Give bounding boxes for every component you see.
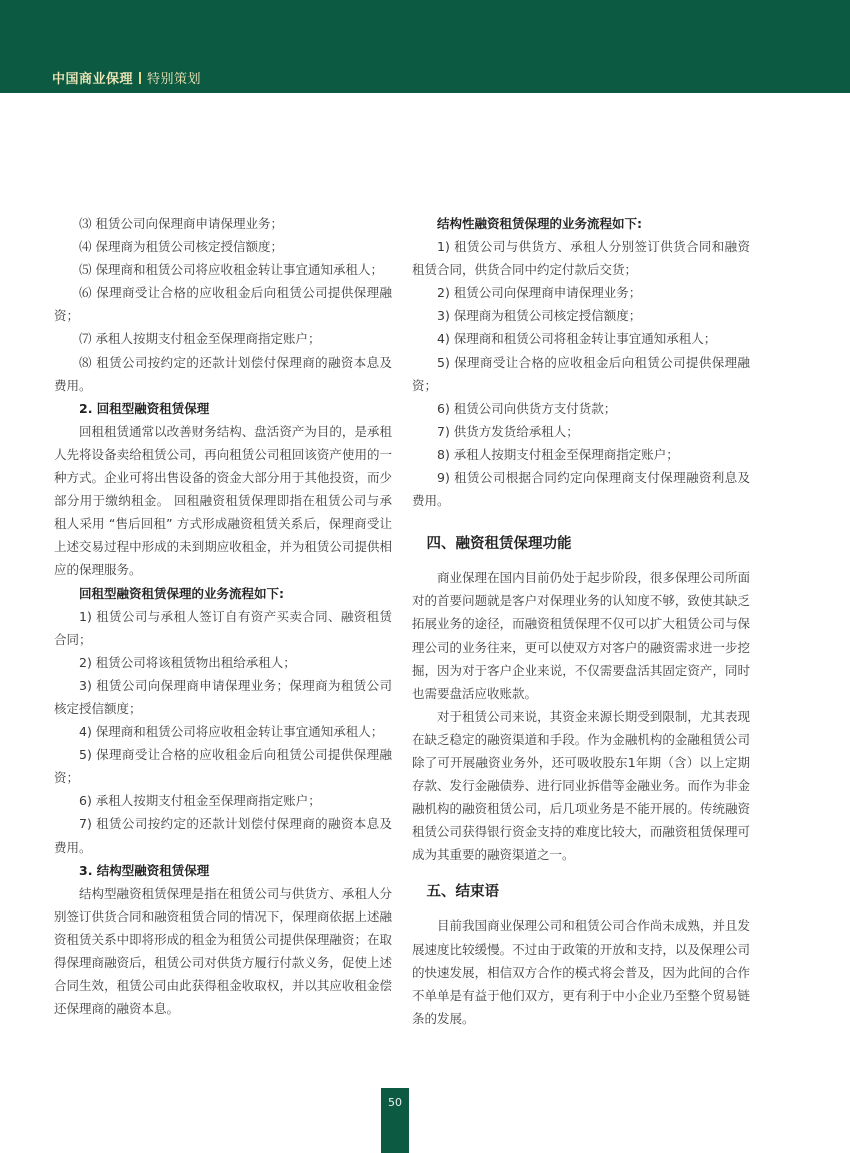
flow-title-leaseback: 回租型融资租赁保理的业务流程如下: [79,585,284,601]
list-item: 6) 租赁公司向供货方支付货款； [437,400,617,416]
list-item: 3) 保理商为租赁公司核定授信额度； [437,308,642,324]
list-item: 9) 租赁公司根据合同约定向保理商支付保理融资利息及费用。 [412,470,750,509]
paragraph-functions-1: 商业保理在国内目前仍处于起步阶段，很多保理公司所面对的首要问题就是客户对保理业务的认知度不够，致使其缺乏拓展业务的途径，而融资租赁保理不仅可以扩大租赁公司与保理公司的业务往来，更可以使双方对客户的融资需求进一步挖掘，因为对于客户企业来说，不仅需要盘活其固定资产，同时也需要盘活应收账款。 [412,570,750,701]
list-item: 1) 租赁公司与承租人签订自有资产买卖合同、融资租赁合同； [54,608,392,647]
left-column [54,212,392,1020]
list-item: ⑷ 保理商为租赁公司核定授信额度； [79,239,283,255]
list-item: ⑸ 保理商和租赁公司将应收租金转让事宜通知承租人； [79,262,383,278]
list-item: 4) 保理商和租赁公司将租金转让事宜通知承租人； [437,331,717,347]
list-item: ⑺ 承租人按期支付租金至保理商指定账户； [79,331,321,347]
list-item: 1) 租赁公司与供货方、承租人分别签订供货合同和融资租赁合同，供货合同中约定付款后交货； [412,239,750,278]
list-item: ⑻ 租赁公司按约定的还款计划偿付保理商的融资本息及费用。 [54,354,392,393]
list-item: 2) 租赁公司向保理商申请保理业务； [437,285,642,301]
header-separator [139,72,141,84]
flow-title-structured: 结构性融资租赁保理的业务流程如下: [437,216,642,231]
page-number: 50 [388,1096,402,1109]
running-header [52,68,201,87]
list-item: 5) 保理商受让合格的应收租金后向租赁公司提供保理融资； [54,747,392,786]
subheading-leaseback-factoring: 2. 回租型融资租赁保理 [79,400,210,416]
section-heading-conclusion: 五、结束语 [426,884,499,901]
list-item: 3) 租赁公司向保理商申请保理业务；保理商为租赁公司核定授信额度； [54,677,392,716]
paragraph-conclusion: 目前我国商业保理公司和租赁公司合作尚未成熟，并且发展速度比较缓慢。不过由于政策的开放和支持，以及保理公司的快速发展，相信双方合作的模式将会普及，因为此间的合作不单单是有益于他们双方，更有利于中小企业乃至整个贸易链条的发展。 [412,918,750,1026]
list-item: 6) 承租人按期支付租金至保理商指定账户； [79,793,321,809]
list-item: ⑹ 保理商受让合格的应收租金后向租赁公司提供保理融资； [54,285,392,324]
paragraph-functions-2: 对于租赁公司来说，其资金来源长期受到限制，尤其表现在缺乏稳定的融资渠道和手段。作为金融机构的金融租赁公司除了可开展融资业务外，还可吸收股东1年期（含）以上定期存款、发行金融债券、进行同业拆借等金融业务。而作为非金融机构的融资租赁公司，后几项业务是不能开展的。传统融资租赁公司获得银行资金支持的难度比较大，而融资租赁保理可成为其重要的融资渠道之一。 [412,708,750,863]
section-heading-functions: 四、融资租赁保理功能 [426,536,572,553]
list-item: 8) 承租人按期支付租金至保理商指定账户； [437,446,679,462]
list-item: 4) 保理商和租赁公司将应收租金转让事宜通知承租人； [79,724,384,740]
header-section: 特别策划 [147,72,202,87]
list-item: 5) 保理商受让合格的应收租金后向租赁公司提供保理融资； [412,354,750,393]
list-item: 7) 供货方发货给承租人； [437,423,579,439]
page-number-tab [381,1088,409,1153]
header-brand: 中国商业保理 [52,72,134,87]
paragraph-leaseback: 回租租赁通常以改善财务结构、盘活资产为目的，是承租人先将设备卖给租赁公司，再向租赁公司租回该资产使用的一种方式。企业可将出售设备的资金大部分用于其他投资，而少部分用于缴纳租金。 回租融资租赁保理即指在租赁公司与承租人采用 “售后回租” 方式形成融资租赁关系后，保理商受让上述交易过程中形成的未到期应收租金，并为租赁公司提供相应的保理服务。 [54,423,392,578]
list-item: 2) 租赁公司将该租赁物出租给承租人； [79,654,296,670]
list-item: 7) 租赁公司按约定的还款计划偿付保理商的融资本息及费用。 [54,816,392,855]
header-band [0,0,850,93]
right-column [412,212,750,1030]
subheading-structured-factoring: 3. 结构型融资租赁保理 [79,862,210,878]
paragraph-structured: 结构型融资租赁保理是指在租赁公司与供货方、承租人分别签订供货合同和融资租赁合同的情况下，保理商依据上述融资租赁关系中即将形成的租金为租赁公司提供保理融资；在取得保理商融资后，租赁公司对供货方履行付款义务，促使上述合同生效，租赁公司由此获得租金收取权，并以其应收租金偿还保理商的融资本息。 [54,885,392,1017]
list-item: ⑶ 租赁公司向保理商申请保理业务； [79,216,283,231]
